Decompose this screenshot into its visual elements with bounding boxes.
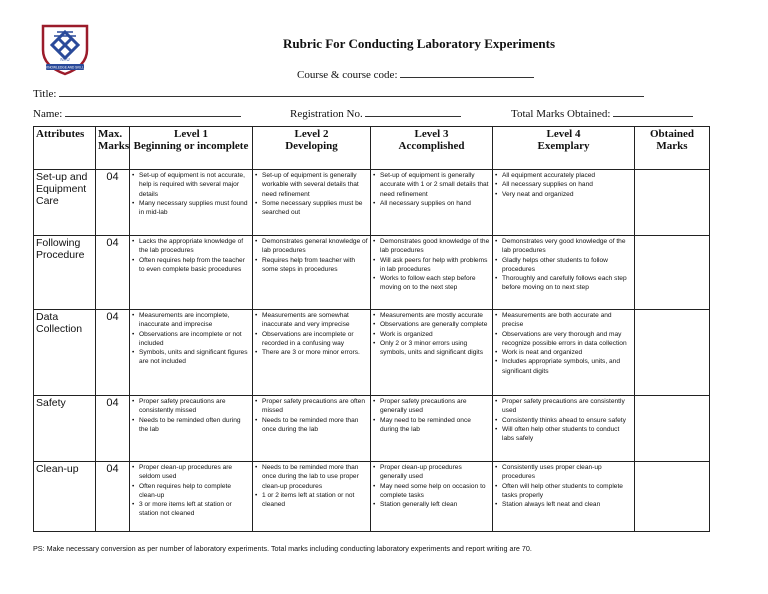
criteria-list xyxy=(255,311,368,357)
criteria-item: • 1 or 2 items left at station or not cleaned xyxy=(255,491,368,510)
level-1-cell xyxy=(130,462,253,532)
criteria-list xyxy=(495,463,632,509)
criteria-item: • Station generally left clean xyxy=(373,500,490,509)
name-label: Name: xyxy=(33,108,63,120)
criteria-item: • Often will help other students to complete tasks properly xyxy=(495,482,632,501)
criteria-item: • Works to follow each step before moving on to the next step xyxy=(373,274,490,293)
criteria-item: • Station always left neat and clean xyxy=(495,500,632,509)
criteria-item: • Observations are very thorough and may recognize possible errors in data collection xyxy=(495,330,632,349)
document-title: Rubric For Conducting Laboratory Experiments xyxy=(282,36,556,51)
criteria-item: • Lacks the appropriate knowledge of the lab procedures xyxy=(132,237,250,256)
criteria-item: • Often requires help to complete clean-up xyxy=(132,482,250,501)
criteria-item: • Consistently thinks ahead to ensure safety xyxy=(495,416,632,425)
criteria-list xyxy=(255,397,368,434)
header-level-4-number: Level 4 xyxy=(546,128,581,140)
criteria-item: • Set-up of equipment is generally workable with several details that need refinement xyxy=(255,171,368,199)
table-row xyxy=(34,396,710,462)
criteria-item: • Measurements are somewhat inaccurate and very imprecise xyxy=(255,311,368,330)
table-row xyxy=(34,170,710,236)
total-marks-line xyxy=(511,107,693,120)
level-2-cell xyxy=(253,236,371,310)
criteria-item: • Observations are generally complete xyxy=(373,320,490,329)
registration-line xyxy=(290,107,461,120)
criteria-item: • Needs to be reminded often during the lab xyxy=(132,416,250,435)
criteria-list xyxy=(132,463,250,519)
header-level-1-label: Beginning or incomplete xyxy=(133,140,249,152)
level-1-cell xyxy=(130,396,253,462)
header-level-2-number: Level 2 xyxy=(294,128,329,140)
obtained-marks-cell[interactable] xyxy=(635,236,710,310)
criteria-list xyxy=(255,171,368,217)
max-marks-cell: 04 xyxy=(96,310,130,396)
max-marks-cell: 04 xyxy=(96,236,130,310)
level-3-cell xyxy=(371,170,493,236)
criteria-list xyxy=(132,237,250,274)
criteria-list xyxy=(255,463,368,509)
criteria-item: • Will ask peers for help with problems in lab procedures xyxy=(373,256,490,275)
max-marks-cell: 04 xyxy=(96,462,130,532)
footer-note: PS: Make necessary conversion as per number of laboratory experiments. Total marks including conducting laboratory experiments and report writing are 70. xyxy=(33,544,532,553)
level-1-cell xyxy=(130,236,253,310)
obtained-marks-cell[interactable] xyxy=(635,170,710,236)
attribute-cell: Set-up and Equipment Care xyxy=(34,170,96,236)
criteria-item: • Work is neat and organized xyxy=(495,348,632,357)
criteria-list xyxy=(495,171,632,199)
total-marks-label: Total Marks Obtained: xyxy=(511,108,611,120)
criteria-item: • Very neat and organized xyxy=(495,190,632,199)
criteria-item: • Often requires help from the teacher to even complete basic procedures xyxy=(132,256,250,275)
criteria-item: • All necessary supplies on hand xyxy=(373,199,490,208)
table-row xyxy=(34,310,710,396)
header-attributes: Attributes xyxy=(34,127,96,170)
criteria-item: • Only 2 or 3 minor errors using symbols, units and significant digits xyxy=(373,339,490,358)
header-max-marks: Max. Marks xyxy=(96,127,130,170)
header-level-4-label: Exemplary xyxy=(537,140,590,152)
obtained-marks-cell[interactable] xyxy=(635,310,710,396)
level-3-cell xyxy=(371,462,493,532)
criteria-item: • Many necessary supplies must found in mid-lab xyxy=(132,199,250,218)
criteria-item: • Symbols, units and significant figures are not included xyxy=(132,348,250,367)
obtained-marks-cell[interactable] xyxy=(635,396,710,462)
attribute-cell: Following Procedure xyxy=(34,236,96,310)
criteria-item: • All necessary supplies on hand xyxy=(495,180,632,189)
title-label: Title: xyxy=(33,88,57,100)
name-field[interactable] xyxy=(65,107,241,117)
criteria-item: • Thoroughly and carefully follows each step before moving on to next step xyxy=(495,274,632,293)
header-level-3-label: Accomplished xyxy=(398,140,465,152)
logo-text: NTU xyxy=(60,57,70,62)
name-line xyxy=(33,107,241,120)
criteria-item: • May need some help on occasion to complete tasks xyxy=(373,482,490,501)
title-line xyxy=(33,87,644,100)
table-header-row xyxy=(34,127,710,170)
header-level-1 xyxy=(130,127,253,170)
criteria-list xyxy=(373,171,490,208)
course-field[interactable] xyxy=(400,68,534,78)
header-level-4 xyxy=(493,127,635,170)
criteria-list xyxy=(495,237,632,293)
criteria-item: • Proper safety precautions are consistently missed xyxy=(132,397,250,416)
criteria-item: • Set-up of equipment is not accurate, help is required with several major details xyxy=(132,171,250,199)
criteria-item: • Gladly helps other students to follow procedures xyxy=(495,256,632,275)
criteria-list xyxy=(495,397,632,443)
criteria-item: • Proper clean-up procedures generally used xyxy=(373,463,490,482)
level-3-cell xyxy=(371,236,493,310)
criteria-item: • Proper safety precautions are generally used xyxy=(373,397,490,416)
criteria-item: • Proper safety precautions are consistently used xyxy=(495,397,632,416)
header-level-1-number: Level 1 xyxy=(174,128,208,140)
header-level-2-label: Developing xyxy=(285,140,338,152)
attribute-cell: Data Collection xyxy=(34,310,96,396)
rubric-table xyxy=(33,126,710,532)
header-level-3-number: Level 3 xyxy=(414,128,449,140)
attribute-cell: Clean-up xyxy=(34,462,96,532)
max-marks-cell: 04 xyxy=(96,170,130,236)
title-field[interactable] xyxy=(59,87,644,97)
table-row xyxy=(34,462,710,532)
level-4-cell xyxy=(493,170,635,236)
criteria-item: • Measurements are mostly accurate xyxy=(373,311,490,320)
table-row xyxy=(34,236,710,310)
criteria-item: • Will often help other students to conduct labs safely xyxy=(495,425,632,444)
criteria-list xyxy=(373,397,490,434)
level-2-cell xyxy=(253,396,371,462)
total-marks-field[interactable] xyxy=(613,107,693,117)
attribute-cell: Safety xyxy=(34,396,96,462)
level-2-cell xyxy=(253,170,371,236)
criteria-item: • Proper clean-up procedures are seldom used xyxy=(132,463,250,482)
header-level-2 xyxy=(253,127,371,170)
criteria-item: • Needs to be reminded more than once during the lab xyxy=(255,416,368,435)
level-2-cell xyxy=(253,462,371,532)
criteria-item: • Consistently uses proper clean-up procedures xyxy=(495,463,632,482)
criteria-item: • Set-up of equipment is generally accurate with 1 or 2 small details that need refinement xyxy=(373,171,490,199)
criteria-list xyxy=(132,171,250,217)
criteria-list xyxy=(495,311,632,376)
level-4-cell xyxy=(493,396,635,462)
criteria-item: • May need to be reminded once during the lab xyxy=(373,416,490,435)
criteria-item: • Requires help from teacher with some steps in procedures xyxy=(255,256,368,275)
obtained-marks-cell[interactable] xyxy=(635,462,710,532)
criteria-item: • Needs to be reminded more than once during the lab to use proper clean-up procedures xyxy=(255,463,368,491)
level-3-cell xyxy=(371,310,493,396)
level-2-cell xyxy=(253,310,371,396)
level-1-cell xyxy=(130,310,253,396)
logo-banner-text: KNOWLEDGE AND SKILL xyxy=(46,65,84,70)
level-3-cell xyxy=(371,396,493,462)
criteria-item: • 3 or more items left at station or station not cleaned xyxy=(132,500,250,519)
level-1-cell xyxy=(130,170,253,236)
registration-field[interactable] xyxy=(365,107,461,117)
criteria-item: • All equipment accurately placed xyxy=(495,171,632,180)
criteria-list xyxy=(255,237,368,274)
criteria-item: • Demonstrates very good knowledge of the lab procedures xyxy=(495,237,632,256)
criteria-item: • Some necessary supplies must be searched out xyxy=(255,199,368,218)
criteria-list xyxy=(373,237,490,293)
criteria-item: • Observations are incomplete or recorded in a confusing way xyxy=(255,330,368,349)
course-line xyxy=(297,68,534,81)
level-4-cell xyxy=(493,236,635,310)
criteria-item: • Demonstrates good knowledge of the lab procedures xyxy=(373,237,490,256)
registration-label: Registration No. xyxy=(290,108,363,120)
criteria-item: • Proper safety precautions are often missed xyxy=(255,397,368,416)
max-marks-cell: 04 xyxy=(96,396,130,462)
criteria-item: • Measurements are incomplete, inaccurate and imprecise xyxy=(132,311,250,330)
criteria-item: • There are 3 or more minor errors. xyxy=(255,348,368,357)
criteria-list xyxy=(132,397,250,434)
criteria-item: • Measurements are both accurate and precise xyxy=(495,311,632,330)
course-label: Course & course code: xyxy=(297,69,398,81)
header-level-3 xyxy=(371,127,493,170)
criteria-item: • Work is organized xyxy=(373,330,490,339)
criteria-item: • Observations are incomplete or not included xyxy=(132,330,250,349)
criteria-list xyxy=(132,311,250,367)
criteria-list xyxy=(373,311,490,357)
criteria-item: • Demonstrates general knowledge of lab procedures xyxy=(255,237,368,256)
header-obtained-marks: Obtained Marks xyxy=(635,127,710,170)
criteria-list xyxy=(373,463,490,509)
criteria-item: • Includes appropriate symbols, units, and significant digits xyxy=(495,357,632,376)
level-4-cell xyxy=(493,310,635,396)
level-4-cell xyxy=(493,462,635,532)
